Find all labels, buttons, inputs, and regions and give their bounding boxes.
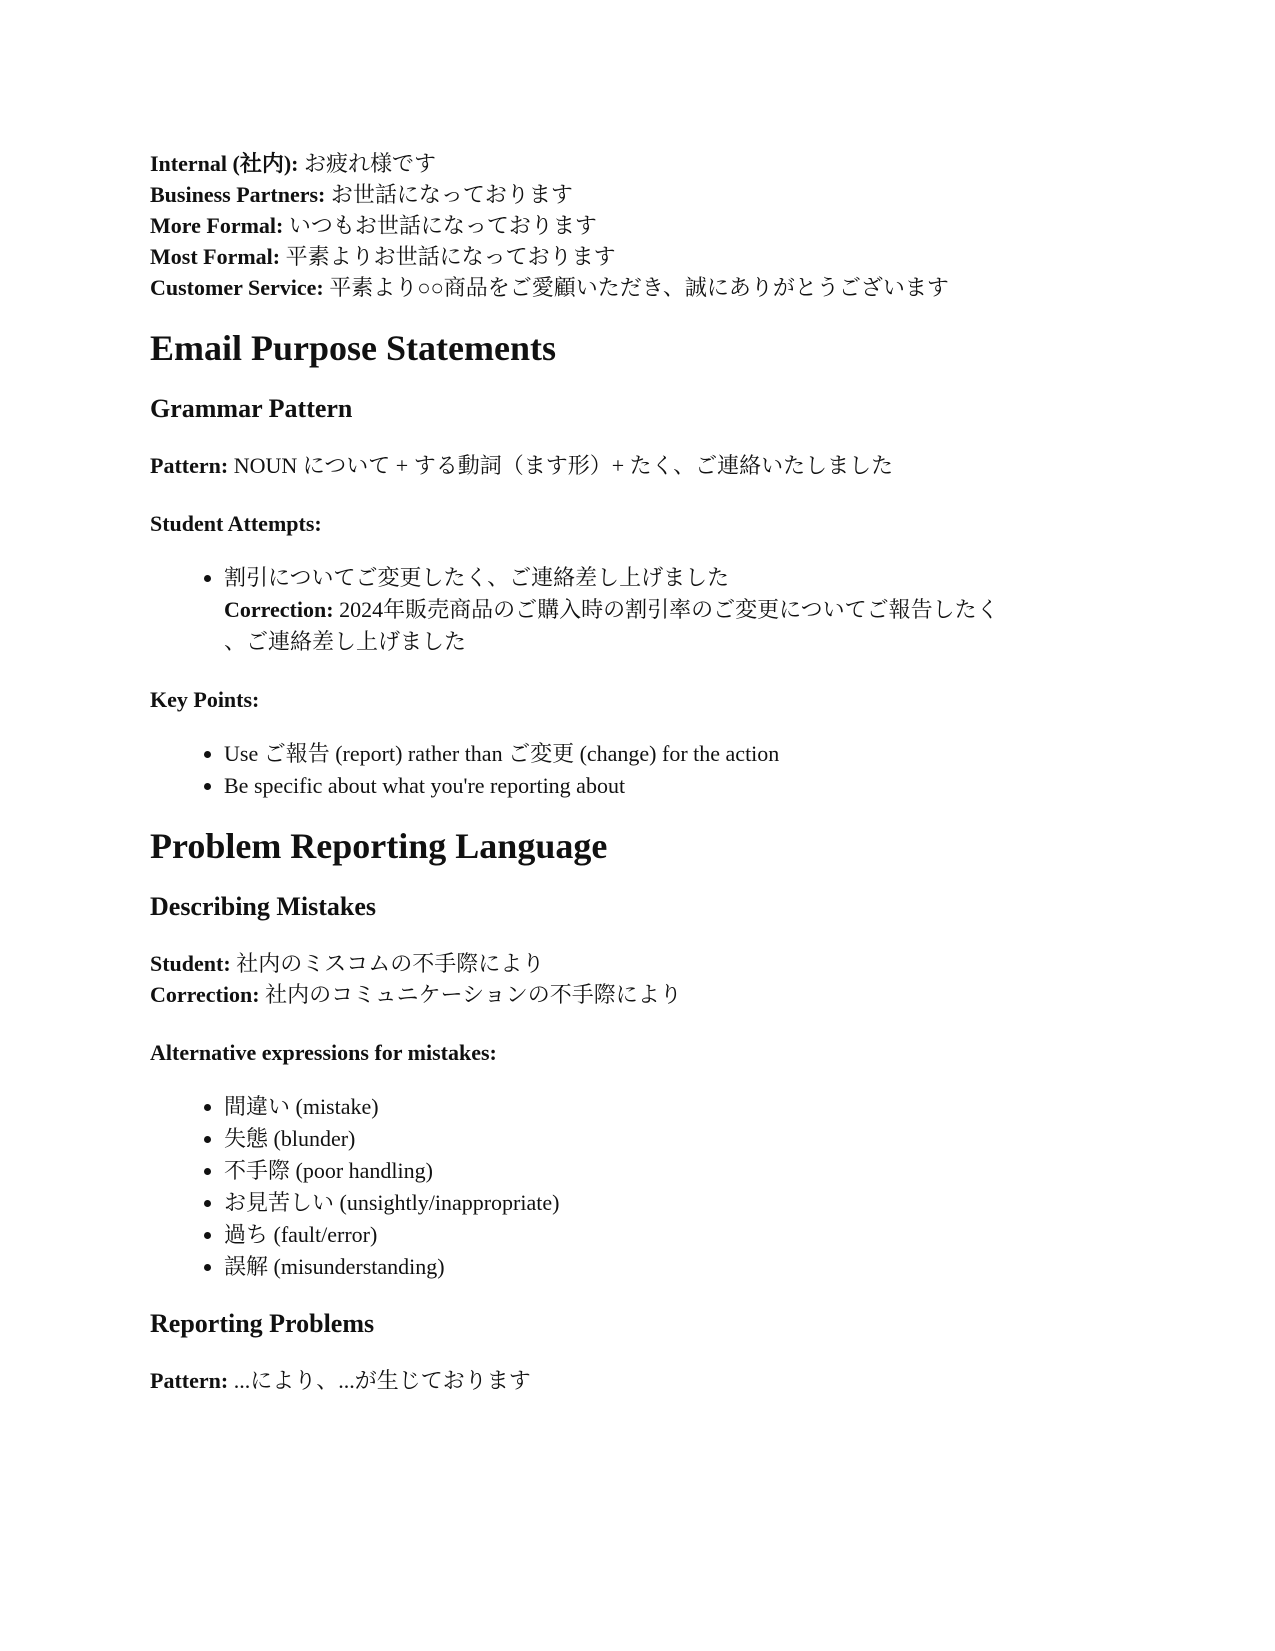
greeting-label: More Formal:: [150, 213, 284, 238]
correction-label: Correction:: [224, 597, 334, 622]
attempt-text: 割引についてご変更したく、ご連絡差し上げました: [224, 565, 730, 590]
list-item: • 失態 (blunder): [224, 1123, 1130, 1155]
greeting-customer-service: [150, 272, 1130, 304]
pattern-text: NOUN について + する動詞（ます形）+ たく、ご連絡いたしました: [233, 453, 894, 478]
pattern-label: Pattern:: [150, 1368, 229, 1393]
correction-line-2: 、ご連絡差し上げました: [224, 629, 467, 654]
reporting-pattern: [150, 1365, 1130, 1397]
greeting-text: お世話になっております: [330, 182, 573, 207]
greeting-text: いつもお世話になっております: [288, 213, 597, 238]
student-label: Student:: [150, 951, 231, 976]
subheading-describing-mistakes: Describing Mistakes: [150, 892, 377, 921]
list-item: • 誤解 (misunderstanding): [224, 1251, 1130, 1283]
greeting-most-formal: [150, 241, 1130, 273]
list-item: • Use ご報告 (report) rather than ご変更 (change) for the action: [224, 738, 1130, 770]
list-item: • 間違い (mistake): [224, 1091, 1130, 1123]
alternative-expressions-list: [150, 1091, 1130, 1283]
student-attempts-label: Student Attempts:: [150, 511, 322, 536]
pattern-label: Pattern:: [150, 453, 229, 478]
student-text: 社内のミスコムの不手際により: [236, 951, 545, 976]
key-points-label: Key Points:: [150, 687, 260, 712]
key-points-list: [150, 738, 1130, 802]
section-heading-email-purpose: Email Purpose Statements: [150, 328, 556, 368]
greeting-internal: [150, 148, 1130, 180]
greeting-label: Business Partners:: [150, 182, 326, 207]
greeting-label: Internal (社内):: [150, 151, 299, 176]
purpose-pattern: [150, 450, 1130, 482]
section-heading-problem-reporting: Problem Reporting Language: [150, 826, 608, 866]
student-example: [150, 948, 1130, 980]
subheading-grammar-pattern: Grammar Pattern: [150, 394, 353, 423]
correction-label: Correction:: [150, 982, 260, 1007]
correction-line-1: 2024年販売商品のご購入時の割引率のご変更についてご報告したく: [339, 597, 999, 622]
greetings-block: [150, 148, 1130, 304]
alternative-expressions-label: Alternative expressions for mistakes:: [150, 1040, 497, 1065]
list-item: [224, 562, 1130, 658]
pattern-text: ...により、...が生じております: [233, 1368, 531, 1393]
greeting-text: 平素よりお世話になっております: [285, 244, 616, 269]
correction-example: [150, 979, 1130, 1011]
greeting-text: お疲れ様です: [303, 151, 436, 176]
greeting-business-partners: [150, 179, 1130, 211]
mistake-examples: [150, 948, 1130, 1011]
greeting-label: Customer Service:: [150, 275, 324, 300]
document-page: [150, 148, 1130, 1397]
correction-text: 社内のコミュニケーションの不手際により: [265, 982, 682, 1007]
list-item: • 不手際 (poor handling): [224, 1155, 1130, 1187]
greeting-more-formal: [150, 210, 1130, 242]
list-item: • Be specific about what you're reporting about: [224, 770, 1130, 802]
list-item: • お見苦しい (unsightly/inappropriate): [224, 1187, 1130, 1219]
greeting-text: 平素より○○商品をご愛顧いただき、誠にありがとうございます: [329, 275, 949, 300]
greeting-label: Most Formal:: [150, 244, 281, 269]
student-attempts-list: [150, 562, 1130, 658]
list-item: • 過ち (fault/error): [224, 1219, 1130, 1251]
subheading-reporting-problems: Reporting Problems: [150, 1309, 375, 1338]
